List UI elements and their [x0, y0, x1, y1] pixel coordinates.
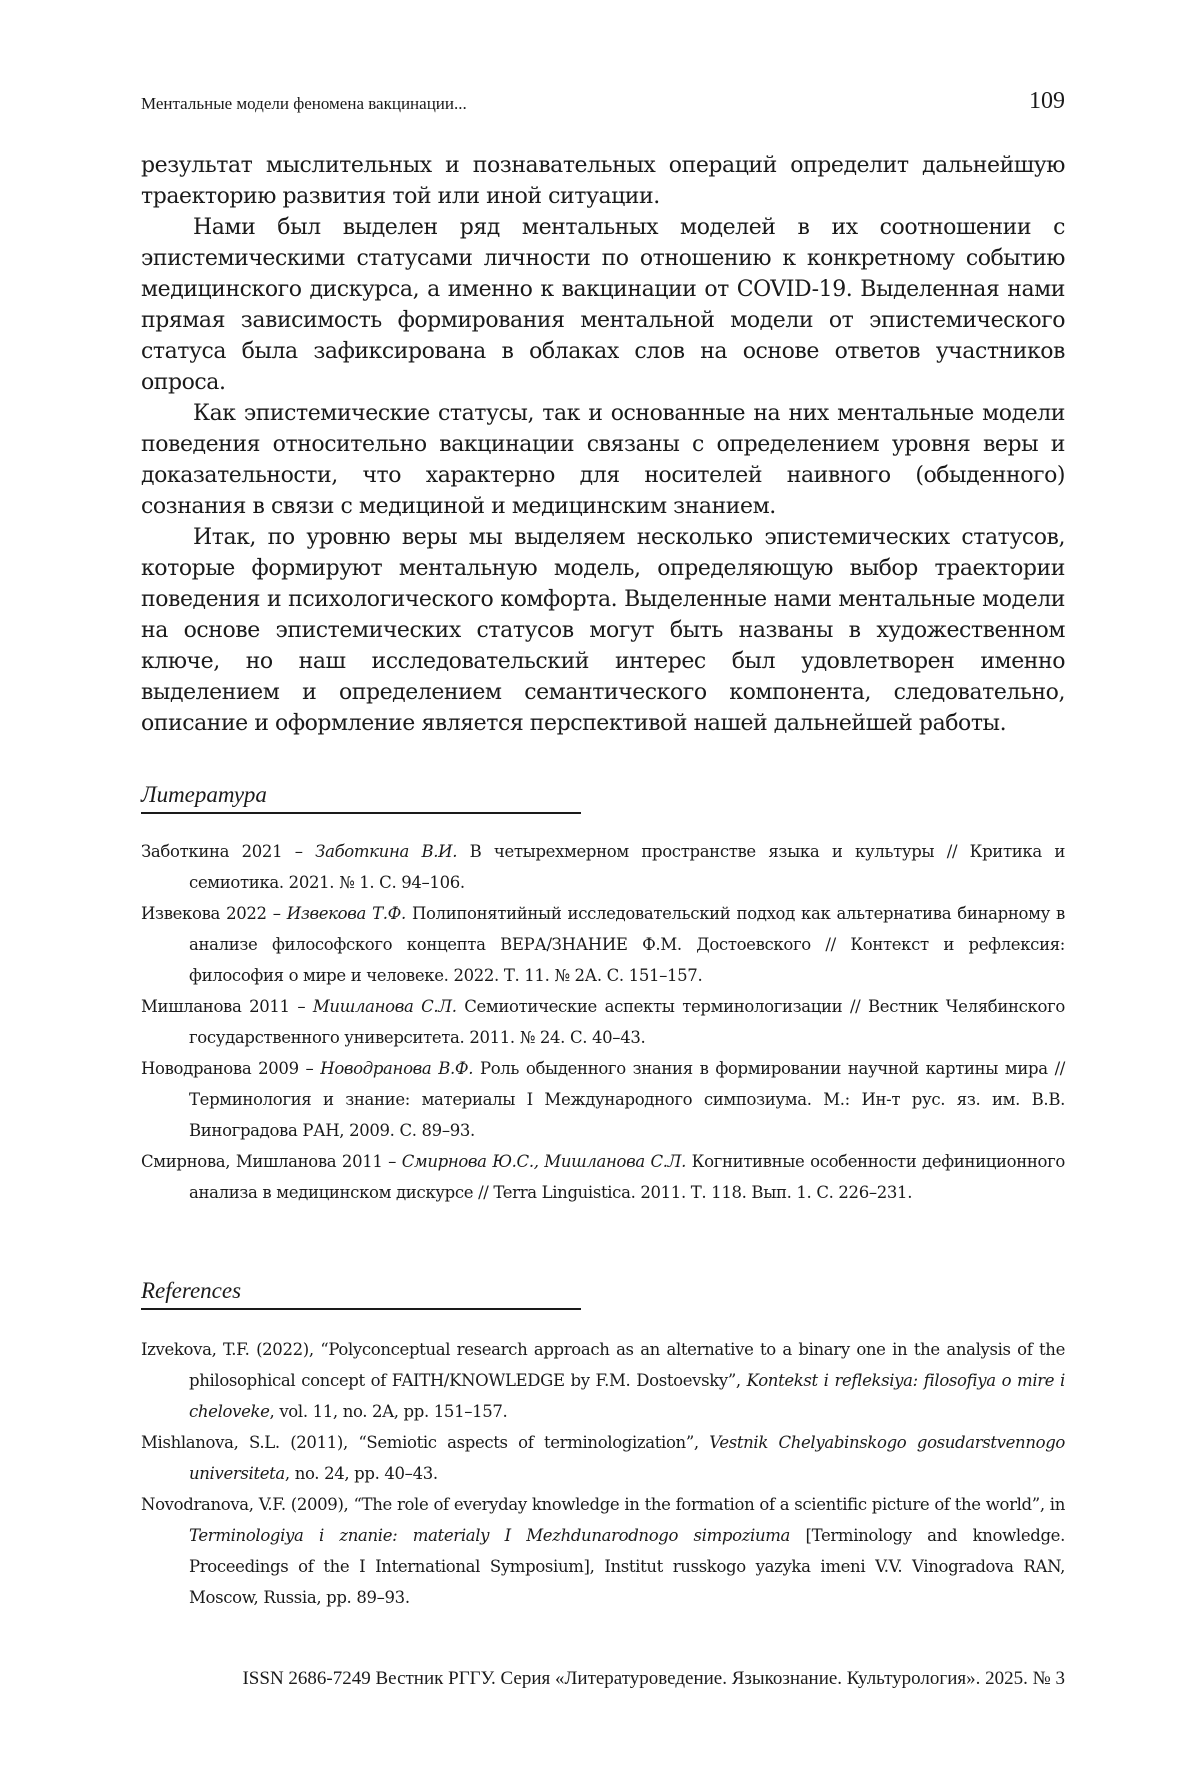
references-list: [141, 1334, 1065, 1613]
running-title: Ментальные модели феномена вакцинации...: [141, 94, 467, 113]
page-number: 109: [1029, 88, 1065, 114]
reference-item: Izvekova, T.F. (2022), “Polyconceptual research approach as an alternative to a binary one in the analysis of the philosophical concept of FAITH/KNOWLEDGE by F.M. Dostoevsky”, Kontekst i refleksiya: filosofiya o mire i cheloveke, vol. 11, no. 2A, pp. 151–157.: [141, 1340, 1065, 1421]
body-text: [141, 150, 1065, 739]
literature-item: Заботкина 2021 – Заботкина В.И. В четырехмерном пространстве языка и культуры // Критика и семиотика. 2021. № 1. С. 94–106.: [141, 842, 1065, 892]
reference-item: Novodranova, V.F. (2009), “The role of everyday knowledge in the formation of a scientific picture of the world”, in Terminologiya i znanie: materialy I Mezhdunarodnogo simpoziuma [Terminology and knowledge. Proceedings of the I International Symposium], Institut russkogo yazyka imeni V.V. Vinogradova RAN, Moscow, Russia, pp. 89–93.: [141, 1495, 1065, 1607]
paragraph-4: Итак, по уровню веры мы выделяем несколько эпистемических статусов, которые формируют ментальную модель, определяющую выбор траектории поведения и психологического комфорта. Выделенные нами ментальные модели на основе эпистемических статусов могут быть названы в художественном ключе, но наш исследовательский интерес был удовлетворен именно выделением и определением семантического компонента, следовательно, описание и оформление является перспективой нашей дальнейшей работы.: [141, 525, 1065, 736]
running-head: [141, 88, 1065, 122]
reference-item: Mishlanova, S.L. (2011), “Semiotic aspects of terminologization”, Vestnik Chelyabinskogo gosudarstvennogo universiteta, no. 24, pp. 40–43.: [141, 1433, 1065, 1483]
literature-item: Смирнова, Мишланова 2011 – Смирнова Ю.С., Мишланова С.Л. Когнитивные особенности дефиниционного анализа в медицинском дискурсе // Terra Linguistica. 2011. Т. 118. Вып. 1. С. 226–231.: [141, 1152, 1065, 1202]
literature-item: Мишланова 2011 – Мишланова С.Л. Семиотические аспекты терминологизации // Вестник Челябинского государственного университета. 2011. № 24. С. 40–43.: [141, 997, 1065, 1047]
literature-list: [141, 836, 1065, 1208]
literature-item: Извекова 2022 – Извекова Т.Ф. Полипонятийный исследовательский подход как альтернатива бинарному в анализе философского концепта ВЕРА/ЗНАНИЕ Ф.М. Достоевского // Контекст и рефлексия: философия о мире и человеке. 2022. Т. 11. № 2А. С. 151–157.: [141, 904, 1065, 985]
literature-item: Новодранова 2009 – Новодранова В.Ф. Роль обыденного знания в формировании научной картины мира // Терминология и знание: материалы I Международного симпозиума. М.: Ин-т рус. яз. им. В.В. Виноградова РАН, 2009. С. 89–93.: [141, 1059, 1065, 1140]
paragraph-2: Нами был выделен ряд ментальных моделей в их соотношении с эпистемическими статусами личности по отношению к конкретному событию медицинского дискурса, а именно к вакцинации от COVID-19. Выделенная нами прямая зависимость формирования ментальной модели от эпистемического статуса была зафиксирована в облаках слов на основе ответов участников опроса.: [141, 215, 1065, 395]
references-heading: References: [141, 1278, 581, 1310]
paragraph-3: Как эпистемические статусы, так и основанные на них ментальные модели поведения относительно вакцинации связаны с определением уровня веры и доказательности, что характерно для носителей наивного (обыденного) сознания в связи с медициной и медицинским знанием.: [141, 401, 1065, 519]
paragraph-1: результат мыслительных и познавательных операций определит дальнейшую траекторию развития той или иной ситуации.: [141, 153, 1065, 209]
journal-footer: ISSN 2686-7249 Вестник РГГУ. Серия «Литературоведение. Языкознание. Культурология». 2025. № 3: [242, 1668, 1065, 1689]
literature-heading: Литература: [141, 782, 581, 814]
